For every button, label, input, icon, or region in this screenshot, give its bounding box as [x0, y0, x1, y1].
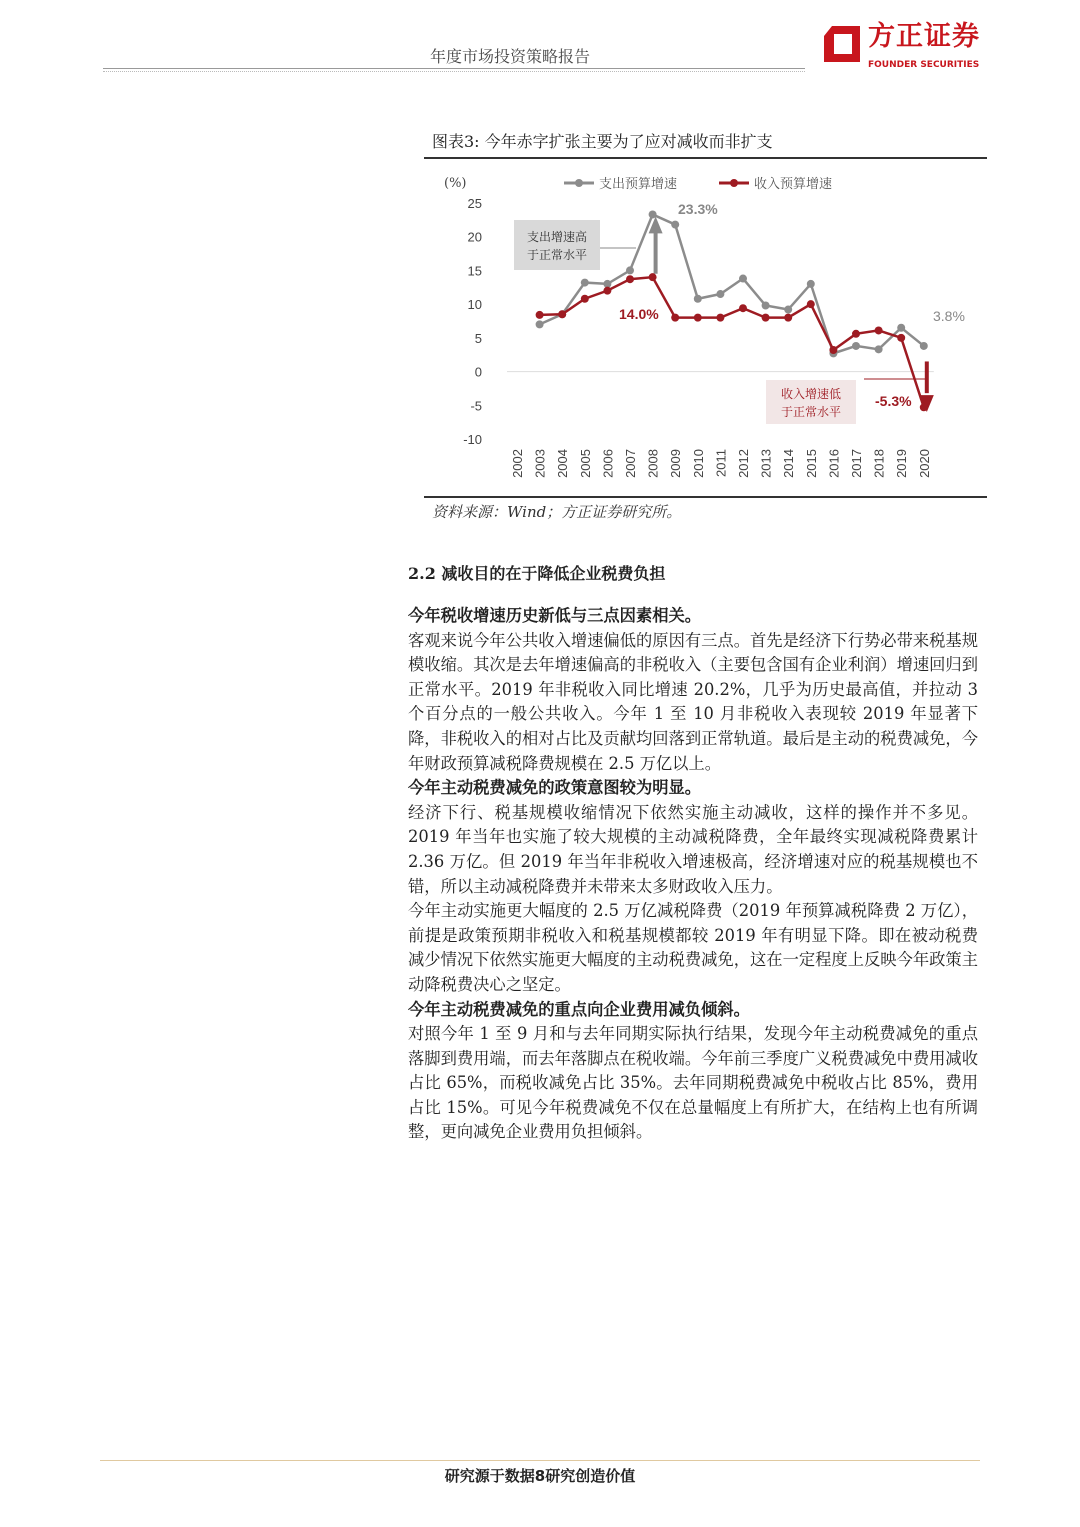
x-tick-label: 2002 [510, 449, 525, 478]
data-point [784, 314, 792, 322]
data-point [581, 295, 589, 303]
data-point [649, 273, 657, 281]
x-tick-label: 2003 [532, 449, 548, 478]
footer-divider [100, 1460, 980, 1461]
annotation-text: 收入增速低 [780, 387, 842, 401]
paragraph: 客观来说今年公共收入增速偏低的原因有三点。首先是经济下行势必带来税基规模收缩。其次是去年增速偏高的非税收入（主要包含国有企业利润）增速回归到正常水平。2019 年非税收入同比增速 20.2%，几乎为历史最高值，并拉动 3 个百分点的一般公共收入。今年 1 至 10 月非税收入表现较 2019 年显著下降，非税收入的相对占比及贡献均回落到正常轨道。最后是主动的税费减免，今年财政预算减税降费规模在 2.5 万亿以上。 [408, 630, 978, 773]
paragraph-heading: 今年主动税费减免的重点向企业费用减负倾斜。 [408, 999, 750, 1019]
x-tick-label: 2012 [736, 449, 751, 478]
data-point [897, 324, 905, 332]
x-tick-label: 2009 [668, 449, 684, 478]
x-tick-label: 2014 [781, 449, 797, 478]
x-tick-label: 2004 [555, 449, 571, 478]
data-point [716, 290, 724, 298]
data-label: 14.0% [619, 306, 659, 322]
data-label: 23.3% [678, 201, 718, 217]
paragraph-heading: 今年税收增速历史新低与三点因素相关。 [408, 606, 702, 625]
data-point [875, 326, 883, 334]
y-tick-label: 0 [474, 364, 482, 380]
data-point [920, 342, 928, 350]
data-point [536, 320, 544, 328]
data-point [852, 330, 860, 338]
data-label: -5.3% [875, 393, 912, 409]
legend-label: 收入预算增速 [754, 177, 833, 192]
legend-marker [575, 179, 583, 187]
data-point [716, 314, 724, 322]
y-tick-label: 15 [467, 263, 482, 279]
x-tick-label: 2005 [577, 449, 593, 478]
data-point [897, 334, 905, 342]
annotation-text: 支出增速高 [526, 230, 588, 244]
x-tick-label: 2011 [713, 449, 729, 477]
data-point [739, 304, 747, 312]
x-tick-label: 2013 [758, 449, 774, 478]
data-point [829, 346, 837, 354]
data-point [762, 314, 770, 322]
data-point [536, 311, 544, 319]
paragraph-heading: 今年主动税费减免的政策意图较为明显。 [408, 778, 702, 798]
paragraph: 今年主动实施更大幅度的 2.5 万亿减税降费（2019 年预算减税降费 2 万亿），前提是政策预期非税收入和税基规模都较 2019 年有明显下降。即在被动税费减少情况下依然实施更大幅度的主动税费减免，这在一定程度上反映今年政策主动降税费决心之坚定。 [408, 901, 978, 994]
data-point [694, 295, 702, 303]
data-point [807, 280, 815, 288]
data-point [626, 275, 634, 283]
paragraph: 经济下行、税基规模收缩情况下依然实施主动减收，这样的操作并不多见。2019 年当年也实施了较大规模的主动减税降费，全年最终实现减税降费累计 2.36 万亿。但 2019 年当年非税收入增速极高，经济增速对应的税基规模也不错，所以主动减税降费并未带来太多财政收入压力。 [408, 802, 978, 896]
annotation-box [514, 220, 600, 270]
legend-label: 支出预算增速 [599, 177, 678, 192]
header-divider [103, 68, 805, 72]
y-tick-label: 5 [474, 330, 482, 346]
header-title: 年度市场投资策略报告 [430, 47, 591, 66]
annotation-text: 于正常水平 [780, 405, 842, 419]
logo-text-en: FOUNDER SECURITIES [868, 60, 980, 70]
founder-logo [820, 22, 990, 76]
budget-growth-chart [424, 160, 987, 495]
y-tick-label: 25 [467, 196, 482, 211]
x-tick-label: 2019 [894, 449, 910, 478]
data-point [671, 221, 679, 229]
data-point [649, 210, 657, 218]
section-heading: 2.2 减收目的在于降低企业税费负担 [408, 564, 666, 583]
x-tick-label: 2017 [849, 449, 864, 478]
data-point [603, 287, 611, 295]
y-tick-label: -10 [463, 432, 482, 447]
x-tick-label: 2016 [826, 449, 842, 478]
y-tick-label: 10 [467, 297, 482, 313]
y-tick-label: 20 [467, 229, 482, 245]
x-tick-label: 2008 [645, 449, 661, 478]
series-line-revenue [540, 277, 924, 407]
figure-top-rule [424, 157, 987, 159]
data-point [739, 275, 747, 283]
x-tick-label: 2018 [871, 449, 887, 478]
legend-marker [730, 179, 738, 187]
footer-text: 研究源于数据8研究创造价值 [444, 1467, 636, 1485]
data-label: 3.8% [933, 308, 965, 324]
x-tick-label: 2006 [600, 449, 616, 478]
data-point [762, 301, 770, 309]
data-point [920, 403, 928, 411]
data-point [875, 345, 883, 353]
data-point [852, 342, 860, 350]
x-tick-label: 2007 [623, 449, 638, 478]
figure-bottom-rule [424, 496, 987, 498]
logo-mark-icon [820, 22, 864, 66]
data-point [784, 306, 792, 314]
x-tick-label: 2010 [690, 449, 706, 478]
x-tick-label: 2020 [916, 449, 932, 478]
data-point [581, 279, 589, 287]
figure-source: 资料来源：Wind；方正证券研究所。 [432, 503, 682, 521]
y-axis-unit: (%) [444, 176, 467, 191]
x-tick-label: 2015 [803, 449, 819, 478]
data-point [626, 266, 634, 274]
y-tick-label: -5 [470, 398, 482, 414]
logo-text-cn: 方正证券 [868, 21, 980, 52]
data-point [807, 300, 815, 308]
figure-title: 图表3: 今年赤字扩张主要为了应对减收而非扩支 [432, 132, 773, 151]
annotation-text: 于正常水平 [526, 248, 588, 262]
data-point [694, 314, 702, 322]
body-text [408, 604, 978, 1145]
paragraph: 对照今年 1 至 9 月和与去年同期实际执行结果，发现今年主动税费减免的重点落脚到费用端，而去年落脚点在税收端。今年前三季度广义税费减免中费用减收占比 65%，而税收减免占比 35%。去年同期税费减免中税收占比 85%，费用占比 15%。可见今年税费减免不仅在总量幅度上有所扩大，在结构上也有所调整，更向减免企业费用负担倾斜。 [408, 1024, 978, 1142]
data-point [671, 314, 679, 322]
data-point [558, 310, 566, 318]
